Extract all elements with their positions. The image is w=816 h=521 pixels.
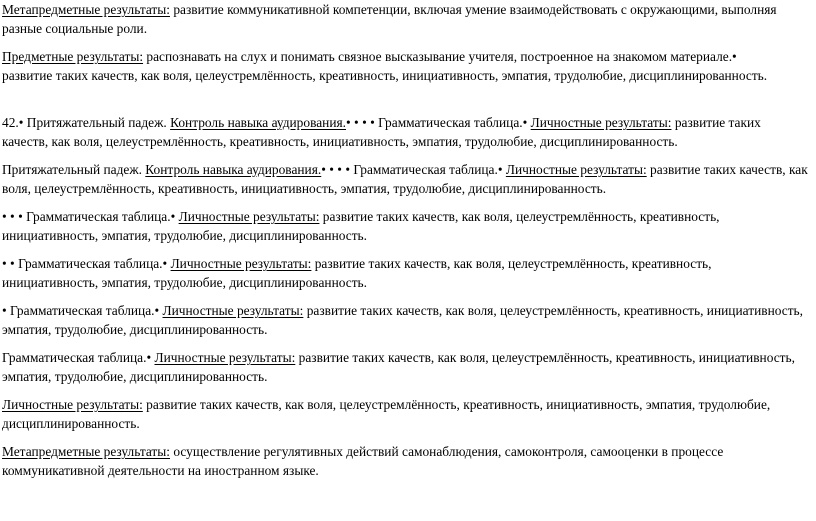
paragraph-grammar-table-3 bbox=[2, 207, 810, 245]
paragraph-prefix: • • Грамматическая таблица.• bbox=[2, 256, 171, 271]
paragraph-grammar-table-1 bbox=[2, 301, 810, 339]
paragraph-prefix: Притяжательный падеж. bbox=[2, 162, 146, 177]
spacer bbox=[2, 386, 810, 395]
spacer bbox=[2, 339, 810, 348]
paragraph-grammar-table-2 bbox=[2, 254, 810, 292]
paragraph-prefix: • Грамматическая таблица.• bbox=[2, 303, 163, 318]
spacer bbox=[2, 292, 810, 301]
spacer bbox=[2, 198, 810, 207]
paragraph-text: распознавать на слух и понимать связное высказывание учителя, построенное на знакомом материале.• bbox=[143, 49, 737, 64]
paragraph-subject-results bbox=[2, 47, 810, 85]
personal-results-label: Личностные результаты: bbox=[154, 350, 296, 365]
spacer bbox=[2, 433, 810, 442]
personal-results-label: Личностные результаты: bbox=[530, 115, 672, 130]
paragraph-prefix: 42.• Притяжательный падеж. bbox=[2, 115, 171, 130]
paragraph-mid: • • • • Грамматическая таблица.• bbox=[321, 162, 506, 177]
meta-results-label: Метапредметные результаты: bbox=[2, 2, 170, 17]
spacer bbox=[2, 245, 810, 254]
paragraph-item-42 bbox=[2, 113, 810, 151]
spacer bbox=[2, 151, 810, 160]
subject-results-label: Предметные результаты: bbox=[2, 49, 144, 64]
paragraph-text: развитие таких качеств, как воля, целеустремлённость, креативность, инициативность, эмпатия, трудолюбие, дисциплинированность. bbox=[2, 115, 761, 149]
paragraph-possessive-case bbox=[2, 160, 810, 198]
paragraph-meta-results-2 bbox=[2, 442, 810, 480]
paragraph-text: развитие таких качеств, как воля, целеустремлённость, креативность, инициативность, эмпатия, трудолюбие, дисциплинированность. bbox=[2, 350, 795, 384]
paragraph-meta-results-1 bbox=[2, 0, 810, 38]
meta-results-label: Метапредметные результаты: bbox=[2, 444, 170, 459]
personal-results-label: Личностные результаты: bbox=[162, 303, 304, 318]
paragraph-prefix: • • • Грамматическая таблица.• bbox=[2, 209, 179, 224]
paragraph-text: развитие таких качеств, как воля, целеустремлённость, креативность, инициативность, эмпатия, трудолюбие, дисциплинированность. bbox=[2, 209, 720, 243]
listening-control-label: Контроль навыка аудирования. bbox=[145, 162, 322, 177]
listening-control-label: Контроль навыка аудирования. bbox=[170, 115, 347, 130]
paragraph-text: развитие таких качеств, как воля, целеустремлённость, креативность, инициативность, эмпатия, трудолюбие, дисциплинированность. bbox=[2, 256, 712, 290]
personal-results-label: Личностные результаты: bbox=[2, 397, 143, 412]
personal-results-label: Личностные результаты: bbox=[170, 256, 312, 271]
paragraph-text: развитие коммуникативной компетенции, включая умение взаимодействовать с окружающими, выполняя разные социальные роли. bbox=[2, 2, 777, 36]
paragraph-text: развитие таких качеств, как воля, целеустремлённость, креативность, инициативность, эмпатия, трудолюбие, дисциплинированность. bbox=[2, 397, 771, 431]
paragraph-personal-results bbox=[2, 395, 810, 433]
personal-results-label: Личностные результаты: bbox=[178, 209, 320, 224]
paragraph-text: развитие таких качеств, как воля, целеустремлённость, креативность, инициативность, эмпатия, трудолюбие, дисциплинированность. bbox=[2, 303, 804, 337]
paragraph-text: развитие таких качеств, как воля, целеустремлённость, креативность, инициативность, эмпатия, трудолюбие, дисциплинированность. bbox=[2, 162, 808, 196]
paragraph-text: осуществление регулятивных действий самонаблюдения, самоконтроля, самооценки в процессе коммуникативной деятельности на иностранном языке. bbox=[2, 444, 724, 478]
paragraph-text-continued: развитие таких качеств, как воля, целеустремлённость, креативность, инициативность, эмпатия, трудолюбие, дисциплинированность. bbox=[2, 68, 768, 83]
spacer bbox=[2, 85, 810, 113]
spacer bbox=[2, 38, 810, 47]
paragraph-mid: • • • • Грамматическая таблица.• bbox=[346, 115, 531, 130]
personal-results-label: Личностные результаты: bbox=[505, 162, 647, 177]
paragraph-prefix: Грамматическая таблица.• bbox=[2, 350, 155, 365]
paragraph-grammar-table bbox=[2, 348, 810, 386]
